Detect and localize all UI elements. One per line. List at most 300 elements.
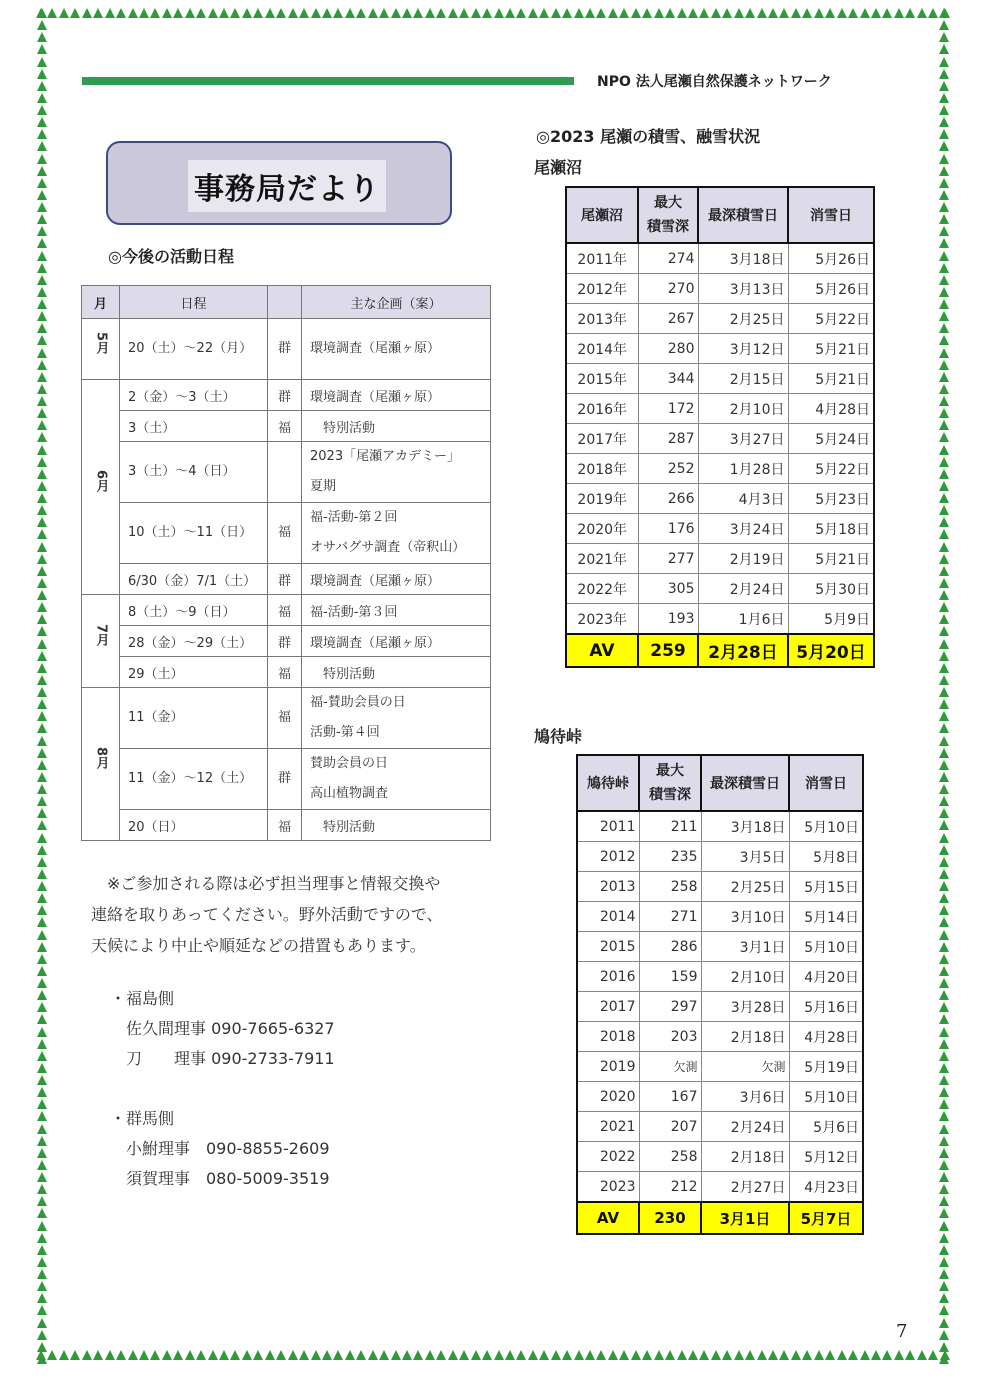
row-deepest-date: 2月18日 <box>701 1142 789 1172</box>
border-triangle <box>665 1350 675 1360</box>
schedule-date: 3（土） <box>120 411 268 442</box>
border-triangle <box>939 1305 949 1315</box>
border-triangle <box>939 942 949 952</box>
row-max-depth: 271 <box>639 902 701 932</box>
table-row <box>82 595 491 626</box>
border-triangle <box>939 311 949 321</box>
border-triangle <box>734 8 744 18</box>
table-row <box>82 810 491 841</box>
border-triangle <box>699 1350 709 1360</box>
border-triangle <box>37 493 47 503</box>
border-triangle <box>551 8 561 18</box>
col-plan: 主な企画（案） <box>302 286 491 319</box>
border-triangle <box>37 857 47 867</box>
border-triangle <box>436 1350 446 1360</box>
border-triangle <box>37 1039 47 1049</box>
schedule-date: 10（土）～11（日） <box>120 503 268 564</box>
border-triangle <box>939 1075 949 1085</box>
border-triangle <box>37 1318 47 1328</box>
row-max-depth: 252 <box>638 454 698 484</box>
border-triangle <box>939 736 949 746</box>
border-triangle <box>37 481 47 491</box>
border-triangle <box>37 469 47 479</box>
border-triangle <box>939 166 949 176</box>
table-row <box>82 503 491 564</box>
row-year: 2021 <box>577 1112 639 1142</box>
row-year: 2023年 <box>566 604 638 635</box>
border-triangle <box>939 505 949 515</box>
border-triangle <box>939 857 949 867</box>
table-row <box>82 657 491 688</box>
border-triangle <box>402 8 412 18</box>
border-triangle <box>265 1350 275 1360</box>
border-triangle <box>939 1136 949 1146</box>
table-row <box>566 604 874 635</box>
border-triangle <box>276 8 286 18</box>
schedule-date: 8（土）～9（日） <box>120 595 268 626</box>
border-triangle <box>837 8 847 18</box>
border-triangle <box>939 251 949 261</box>
border-triangle <box>482 1350 492 1360</box>
border-triangle <box>37 1354 47 1364</box>
hatomachi-label: 鳩待峠 <box>534 727 583 746</box>
table-row <box>577 1052 863 1082</box>
border-triangle <box>37 711 47 721</box>
border-triangle <box>162 1350 172 1360</box>
border-triangle <box>37 942 47 952</box>
contact-group-label: ・福島側 <box>110 989 175 1008</box>
row-max-depth: 277 <box>638 544 698 574</box>
border-triangle <box>939 238 949 248</box>
border-triangle <box>242 1350 252 1360</box>
row-deepest-date: 3月5日 <box>701 842 789 872</box>
border-triangle <box>37 978 47 988</box>
border-triangle <box>37 675 47 685</box>
row-deepest-date: 3月28日 <box>701 992 789 1022</box>
avg-deepest-date: 2月28日 <box>698 634 788 667</box>
border-triangle <box>939 1245 949 1255</box>
schedule-side: 福 <box>268 595 302 626</box>
col-deepest-date: 最深積雪日 <box>701 755 789 811</box>
table-row <box>577 932 863 962</box>
border-triangle <box>37 772 47 782</box>
border-triangle <box>939 408 949 418</box>
border-triangle <box>37 1124 47 1134</box>
border-triangle <box>596 8 606 18</box>
border-triangle <box>391 1350 401 1360</box>
border-triangle <box>939 1318 949 1328</box>
border-triangle <box>939 178 949 188</box>
border-triangle <box>162 8 172 18</box>
col-max-depth <box>639 755 701 811</box>
row-deepest-date: 3月27日 <box>698 424 788 454</box>
border-triangle <box>185 1350 195 1360</box>
border-triangle <box>288 1350 298 1360</box>
table-row <box>566 304 874 334</box>
border-triangle <box>848 8 858 18</box>
contact-line: 小鮒理事 090-8855-2609 <box>126 1139 330 1158</box>
border-triangle <box>37 287 47 297</box>
row-deepest-date: 2月19日 <box>698 544 788 574</box>
row-year: 2016 <box>577 962 639 992</box>
border-triangle <box>939 626 949 636</box>
border-triangle <box>37 8 47 18</box>
month-label: 7月 <box>93 624 109 647</box>
average-row <box>577 1202 863 1234</box>
border-triangle <box>37 845 47 855</box>
border-triangle <box>230 8 240 18</box>
border-triangle <box>562 8 572 18</box>
border-triangle <box>70 8 80 18</box>
table-row <box>577 902 863 932</box>
border-triangle <box>37 566 47 576</box>
border-triangle <box>574 8 584 18</box>
border-triangle <box>37 639 47 649</box>
border-triangle <box>939 323 949 333</box>
border-triangle <box>494 1350 504 1360</box>
row-max-depth: 258 <box>639 872 701 902</box>
border-triangle <box>37 323 47 333</box>
row-deepest-date: 2月27日 <box>701 1172 789 1203</box>
border-triangle <box>230 1350 240 1360</box>
border-triangle <box>939 602 949 612</box>
border-triangle <box>939 554 949 564</box>
border-triangle <box>939 457 949 467</box>
border-triangle <box>37 69 47 79</box>
header-line: 積雪深 <box>647 219 689 235</box>
row-melt-date: 5月21日 <box>788 544 874 574</box>
border-triangle <box>665 8 675 18</box>
border-triangle <box>37 614 47 624</box>
border-triangle <box>939 117 949 127</box>
border-triangle <box>677 1350 687 1360</box>
border-triangle <box>345 1350 355 1360</box>
border-triangle <box>939 905 949 915</box>
row-deepest-date: 3月24日 <box>698 514 788 544</box>
schedule-plan <box>302 442 491 503</box>
border-triangle <box>939 1293 949 1303</box>
border-triangle <box>448 8 458 18</box>
border-triangle <box>37 881 47 891</box>
border-triangle <box>37 990 47 1000</box>
table-row <box>82 688 491 749</box>
avg-melt-date: 5月20日 <box>788 634 874 667</box>
contact-fukushima <box>110 984 335 1074</box>
row-melt-date: 5月14日 <box>789 902 863 932</box>
row-max-depth: 267 <box>638 304 698 334</box>
border-triangle <box>37 432 47 442</box>
border-triangle <box>413 8 423 18</box>
plan-line: 2023「尾瀬アカデミー」 <box>310 449 460 464</box>
border-bottom <box>36 1350 950 1364</box>
border-triangle <box>37 275 47 285</box>
border-triangle <box>939 1027 949 1037</box>
border-triangle <box>939 820 949 830</box>
border-triangle <box>939 1330 949 1340</box>
table-header-row <box>82 286 491 319</box>
row-max-depth: 344 <box>638 364 698 394</box>
border-triangle <box>939 493 949 503</box>
schedule-plan: 特別活動 <box>302 411 491 442</box>
border-triangle <box>939 1002 949 1012</box>
row-deepest-date: 2月15日 <box>698 364 788 394</box>
border-triangle <box>93 8 103 18</box>
border-triangle <box>939 845 949 855</box>
border-triangle <box>825 8 835 18</box>
border-triangle <box>939 651 949 661</box>
border-triangle <box>37 1160 47 1170</box>
border-triangle <box>253 1350 263 1360</box>
border-triangle <box>37 20 47 30</box>
border-triangle <box>37 554 47 564</box>
border-top <box>36 8 950 22</box>
row-melt-date: 5月26日 <box>788 243 874 274</box>
border-triangle <box>276 1350 286 1360</box>
month-label: 5月 <box>93 331 109 355</box>
border-triangle <box>37 626 47 636</box>
row-deepest-date: 2月24日 <box>698 574 788 604</box>
border-triangle <box>37 602 47 612</box>
row-max-depth: 212 <box>639 1172 701 1203</box>
border-triangle <box>928 8 938 18</box>
border-triangle <box>37 1330 47 1340</box>
table-row <box>577 842 863 872</box>
border-triangle <box>905 1350 915 1360</box>
border-triangle <box>37 251 47 261</box>
border-triangle <box>939 1087 949 1097</box>
border-triangle <box>59 8 69 18</box>
row-melt-date: 5月9日 <box>788 604 874 635</box>
row-melt-date: 4月28日 <box>789 1022 863 1052</box>
month-jun <box>82 380 120 595</box>
border-triangle <box>574 1350 584 1360</box>
schedule-side: 群 <box>268 380 302 411</box>
border-triangle <box>516 1350 526 1360</box>
border-triangle <box>37 1099 47 1109</box>
table-row <box>82 626 491 657</box>
schedule-plan <box>302 688 491 749</box>
border-triangle <box>939 481 949 491</box>
border-triangle <box>105 1350 115 1360</box>
row-melt-date: 5月24日 <box>788 424 874 454</box>
border-triangle <box>939 990 949 1000</box>
row-max-depth: 266 <box>638 484 698 514</box>
border-triangle <box>631 8 641 18</box>
border-triangle <box>37 1075 47 1085</box>
row-year: 2022年 <box>566 574 638 604</box>
table-row <box>577 992 863 1022</box>
border-triangle <box>939 796 949 806</box>
border-triangle <box>37 590 47 600</box>
border-triangle <box>654 8 664 18</box>
plan-line: 活動-第４回 <box>310 725 380 740</box>
border-triangle <box>37 966 47 976</box>
border-triangle <box>939 20 949 30</box>
border-triangle <box>37 420 47 430</box>
border-triangle <box>871 8 881 18</box>
schedule-date: 20（日） <box>120 810 268 841</box>
border-triangle <box>939 141 949 151</box>
border-triangle <box>939 1063 949 1073</box>
border-triangle <box>939 966 949 976</box>
row-year: 2013年 <box>566 304 638 334</box>
row-year: 2016年 <box>566 394 638 424</box>
row-deepest-date: 2月24日 <box>701 1112 789 1142</box>
border-triangle <box>37 1184 47 1194</box>
border-triangle <box>150 8 160 18</box>
border-triangle <box>37 517 47 527</box>
border-triangle <box>311 1350 321 1360</box>
border-triangle <box>608 1350 618 1360</box>
border-triangle <box>459 8 469 18</box>
border-triangle <box>436 8 446 18</box>
row-max-depth: 203 <box>639 1022 701 1052</box>
schedule-date: 11（金）～12（土） <box>120 749 268 810</box>
border-triangle <box>37 1208 47 1218</box>
row-deepest-date: 欠測 <box>701 1052 789 1082</box>
border-triangle <box>128 8 138 18</box>
border-triangle <box>848 1350 858 1360</box>
schedule-side: 群 <box>268 749 302 810</box>
row-year: 2020年 <box>566 514 638 544</box>
row-melt-date: 5月8日 <box>789 842 863 872</box>
border-triangle <box>654 1350 664 1360</box>
border-triangle <box>939 578 949 588</box>
organization-name: NPO 法人尾瀬自然保護ネットワーク <box>597 74 832 90</box>
avg-max-depth: 259 <box>638 634 698 667</box>
border-triangle <box>333 1350 343 1360</box>
row-year: 2017年 <box>566 424 638 454</box>
table-row <box>566 544 874 574</box>
border-triangle <box>37 723 47 733</box>
border-triangle <box>939 1208 949 1218</box>
border-triangle <box>939 954 949 964</box>
row-deepest-date: 3月13日 <box>698 274 788 304</box>
border-triangle <box>37 1233 47 1243</box>
border-triangle <box>47 1350 57 1360</box>
border-triangle <box>939 214 949 224</box>
border-triangle <box>356 8 366 18</box>
row-year: 2011 <box>577 811 639 842</box>
schedule-date: 6/30（金）7/1（土） <box>120 564 268 595</box>
row-year: 2023 <box>577 1172 639 1203</box>
border-triangle <box>939 226 949 236</box>
schedule-side: 群 <box>268 626 302 657</box>
border-triangle <box>619 1350 629 1360</box>
row-year: 2020 <box>577 1082 639 1112</box>
border-triangle <box>47 8 57 18</box>
border-triangle <box>299 1350 309 1360</box>
border-triangle <box>939 1342 949 1352</box>
border-triangle <box>745 1350 755 1360</box>
border-triangle <box>711 8 721 18</box>
border-triangle <box>939 760 949 770</box>
border-triangle <box>939 1099 949 1109</box>
row-melt-date: 5月18日 <box>788 514 874 544</box>
border-triangle <box>939 917 949 927</box>
row-deepest-date: 2月10日 <box>701 962 789 992</box>
border-triangle <box>939 1196 949 1206</box>
border-triangle <box>37 1063 47 1073</box>
table-header-row <box>566 187 874 243</box>
row-deepest-date: 3月6日 <box>701 1082 789 1112</box>
contact-line: 佐久間理事 090-7665-6327 <box>126 1019 335 1038</box>
row-year: 2017 <box>577 992 639 1022</box>
border-triangle <box>185 8 195 18</box>
row-max-depth: 297 <box>639 992 701 1022</box>
border-triangle <box>59 1350 69 1360</box>
border-triangle <box>939 675 949 685</box>
border-triangle <box>734 1350 744 1360</box>
table-row <box>566 243 874 274</box>
border-triangle <box>311 8 321 18</box>
border-triangle <box>699 8 709 18</box>
row-melt-date: 5月21日 <box>788 364 874 394</box>
border-triangle <box>345 8 355 18</box>
border-triangle <box>37 736 47 746</box>
border-triangle <box>939 663 949 673</box>
col-date: 日程 <box>120 286 268 319</box>
table-row <box>566 514 874 544</box>
table-row <box>566 394 874 424</box>
border-triangle <box>37 542 47 552</box>
border-triangle <box>37 57 47 67</box>
border-triangle <box>939 772 949 782</box>
row-melt-date: 4月20日 <box>789 962 863 992</box>
col-month: 月 <box>82 286 120 319</box>
row-max-depth: 286 <box>639 932 701 962</box>
border-triangle <box>791 8 801 18</box>
row-max-depth: 欠測 <box>639 1052 701 1082</box>
border-triangle <box>37 820 47 830</box>
border-triangle <box>333 8 343 18</box>
border-triangle <box>745 8 755 18</box>
row-year: 2018年 <box>566 454 638 484</box>
border-triangle <box>150 1350 160 1360</box>
row-melt-date: 4月23日 <box>789 1172 863 1203</box>
row-deepest-date: 2月10日 <box>698 394 788 424</box>
border-triangle <box>939 432 949 442</box>
month-label: 8月 <box>93 747 109 770</box>
border-triangle <box>939 1039 949 1049</box>
border-triangle <box>37 81 47 91</box>
schedule-plan: 環境調査（尾瀬ヶ原） <box>302 626 491 657</box>
border-triangle <box>37 93 47 103</box>
border-triangle <box>482 8 492 18</box>
border-triangle <box>860 1350 870 1360</box>
border-triangle <box>356 1350 366 1360</box>
border-triangle <box>208 1350 218 1360</box>
schedule-side: 福 <box>268 657 302 688</box>
border-triangle <box>322 8 332 18</box>
border-triangle <box>677 8 687 18</box>
avg-deepest-date: 3月1日 <box>701 1202 789 1234</box>
schedule-plan: 環境調査（尾瀬ヶ原） <box>302 564 491 595</box>
border-triangle <box>939 687 949 697</box>
border-triangle <box>939 348 949 358</box>
border-triangle <box>939 639 949 649</box>
border-triangle <box>37 1281 47 1291</box>
border-triangle <box>939 1184 949 1194</box>
border-triangle <box>37 1051 47 1061</box>
avg-label: AV <box>577 1202 639 1234</box>
border-triangle <box>37 1342 47 1352</box>
border-triangle <box>37 699 47 709</box>
row-year: 2012 <box>577 842 639 872</box>
border-triangle <box>939 808 949 818</box>
border-triangle <box>196 8 206 18</box>
row-year: 2011年 <box>566 243 638 274</box>
